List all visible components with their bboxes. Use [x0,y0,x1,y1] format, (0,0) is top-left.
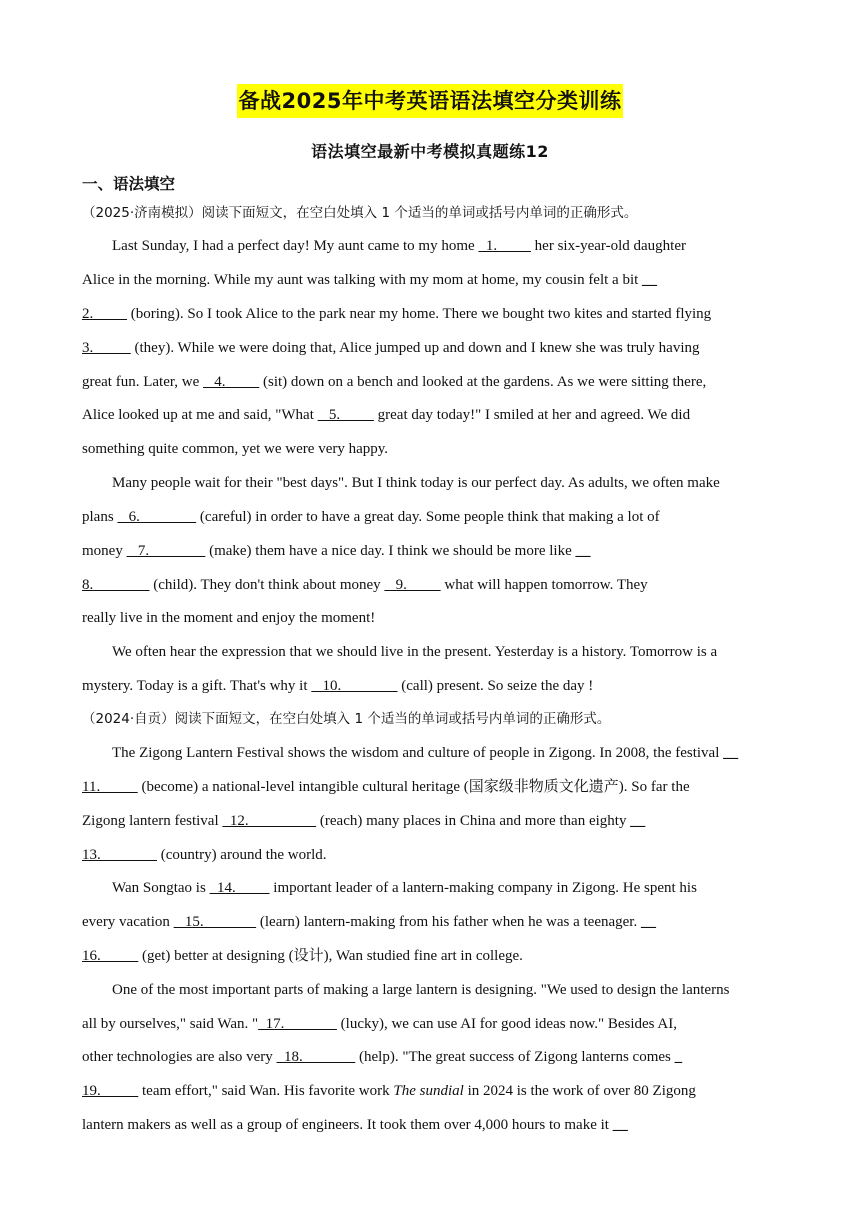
answer-blank[interactable]: __ [642,272,658,288]
passage-line [82,541,590,561]
answer-blank[interactable]: 12. [222,813,317,829]
page-subtitle: 语法填空最新中考模拟真题练12 [311,142,549,161]
section-heading: 一、语法填空 [82,175,176,193]
text-run: (sit) down on a bench and looked at the gardens. As we were sitting there, [259,374,707,390]
text-run: (learn) lantern-making from his father when he was a teenager. [256,914,641,930]
text-run: in 2024 is the work of over 80 Zigong [463,1083,696,1099]
answer-blank[interactable]: 16. [82,948,139,964]
passage-line [82,507,660,527]
answer-blank[interactable]: 19. [82,1083,139,1099]
answer-blank[interactable]: 11. [82,779,138,795]
passage-line [112,642,717,662]
text-run: (help). "The great success of Zigong lanterns comes [355,1049,675,1065]
passage-line [82,372,706,392]
text-run: (get) better at designing (设计), Wan studied fine art in college. [138,948,523,964]
passage-line [82,777,690,797]
passage-line [82,676,593,696]
answer-blank[interactable]: 2. [82,306,127,322]
passage-line [82,1014,677,1034]
answer-blank[interactable]: __ [612,1117,628,1133]
text-run: Many people wait for their "best days". But I think today is our perfect day. As adults, we often make [112,475,720,491]
text-run: money [82,543,127,559]
text-run: Last Sunday, I had a perfect day! My aunt came to my home [112,238,479,254]
text-run: Alice in the morning. While my aunt was talking with my mom at home, my cousin felt a bit [82,272,643,288]
text-run: (reach) many places in China and more than eighty [316,813,631,829]
text-run: mystery. Today is a gift. That's why it [82,678,312,694]
text-run: great day today!" I smiled at her and agreed. We did [373,407,691,423]
page-title: 备战2025年中考英语语法填空分类训练 [237,84,624,118]
text-run: what will happen tomorrow. They [440,577,648,593]
text-run: (call) present. So seize the day ! [397,678,594,694]
answer-blank[interactable]: 9. [384,577,441,593]
answer-blank[interactable]: __ [723,745,739,761]
passage-line [112,236,686,256]
text-run: plans [82,509,118,525]
text-run: (child). They don't think about money [149,577,385,593]
answer-blank[interactable]: 5. [317,407,374,423]
text-run: lantern makers as well as a group of engineers. It took them over 4,000 hours to make it [82,1117,613,1133]
passage-line [82,304,711,324]
text-run: really live in the moment and enjoy the moment! [82,610,376,626]
text-run: (lucky), we can use AI for good ideas now." Besides AI, [336,1016,677,1032]
passage-line [82,270,657,290]
text-run: Wan Songtao is [112,880,210,896]
text-run: One of the most important parts of making a large lantern is designing. "We used to design the lanterns [112,982,730,998]
text-run: (make) them have a nice day. I think we should be more like [205,543,576,559]
answer-blank[interactable]: 18. [276,1049,356,1065]
text-run: team effort," said Wan. His favorite work [138,1083,394,1099]
answer-blank[interactable]: 7. [126,543,206,559]
answer-blank[interactable]: __ [630,813,646,829]
answer-blank[interactable]: __ [575,543,591,559]
italic-title: The sundial [393,1083,464,1099]
text-run: great fun. Later, we [82,374,204,390]
answer-blank[interactable]: 6. [117,509,197,525]
text-run: Alice looked up at me and said, "What [82,407,318,423]
text-run: Zigong lantern festival [82,813,223,829]
passage-line [112,980,729,1000]
passage-line [82,1115,628,1135]
question-source-line [82,709,610,729]
answer-blank[interactable]: __ [640,914,656,930]
passage-line [82,811,645,831]
text-run: all by ourselves," said Wan. " [82,1016,259,1032]
answer-blank[interactable]: 15. [173,914,257,930]
passage-line [82,575,648,595]
question-source-line [82,203,637,223]
passage-line [82,439,388,459]
text-run: (boring). So I took Alice to the park near my home. There we bought two kites and started flying [127,306,712,322]
passage-line [82,1047,682,1067]
text-run: important leader of a lantern-making company in Zigong. He spent his [269,880,697,896]
answer-blank[interactable]: 14. [209,880,270,896]
passage-line [112,473,720,493]
answer-blank[interactable]: 13. [82,847,157,863]
text-run: We often hear the expression that we should live in the present. Yesterday is a history. Tomorrow is a [112,644,718,660]
passage-line [82,338,700,358]
answer-blank[interactable]: 4. [203,374,260,390]
passage-line [82,946,523,966]
passage-line [82,405,690,425]
answer-blank[interactable]: _ [674,1049,683,1065]
text-run: other technologies are also very [82,1049,277,1065]
passage-line [82,912,656,932]
text-run: her six-year-old daughter [530,238,686,254]
text-run: every vacation [82,914,174,930]
text-run: (become) a national-level intangible cultural heritage (国家级非物质文化遗产). So far the [137,779,690,795]
passage-line [82,608,375,628]
text-run: （2024·自贡）阅读下面短文，在空白处填入 1 个适当的单词或括号内单词的正确形式。 [82,711,611,727]
text-run: (they). While we were doing that, Alice jumped up and down and I knew she was truly having [130,340,700,356]
answer-blank[interactable]: 8. [82,577,150,593]
text-run: The Zigong Lantern Festival shows the wisdom and culture of people in Zigong. In 2008, the festival [112,745,724,761]
passage-line [112,743,738,763]
text-run: (careful) in order to have a great day. Some people think that making a lot of [196,509,660,525]
answer-blank[interactable]: 17. [258,1016,337,1032]
passage-line [82,1081,696,1101]
text-run: (country) around the world. [157,847,327,863]
answer-blank[interactable]: 10. [311,678,398,694]
answer-blank[interactable]: 1. [478,238,531,254]
passage-line [112,878,697,898]
passage-line [82,845,327,865]
title-wrap [0,84,860,118]
answer-blank[interactable]: 3. [82,340,131,356]
text-run: （2025·济南模拟）阅读下面短文，在空白处填入 1 个适当的单词或括号内单词的正确形式。 [82,205,638,221]
text-run: something quite common, yet we were very happy. [82,441,389,457]
